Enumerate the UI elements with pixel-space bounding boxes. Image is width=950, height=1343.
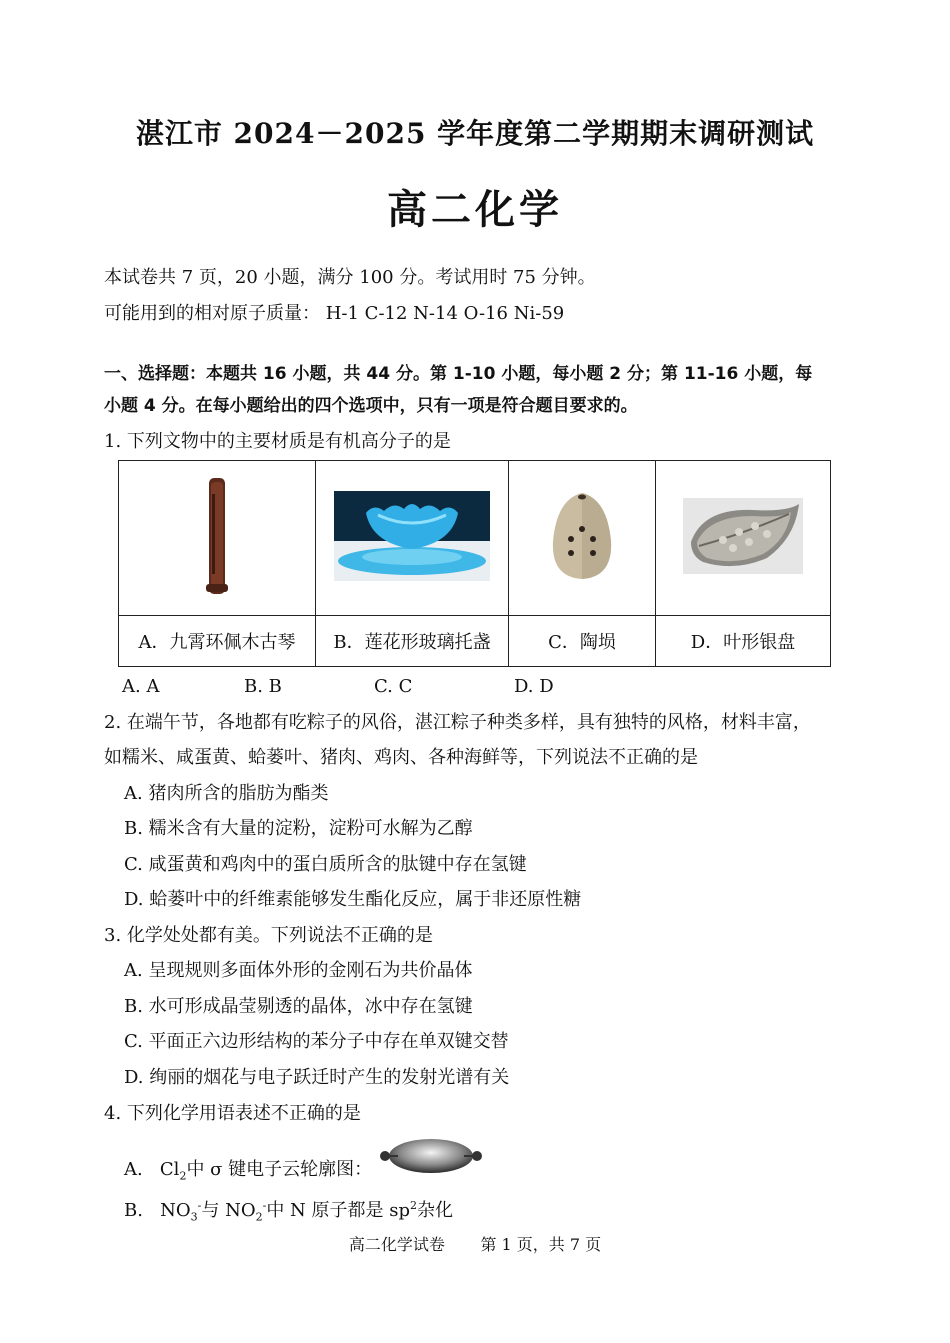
q3-option-d[interactable]: D. 绚丽的烟花与电子跃迁时产生的发射光谱有关 [124, 1067, 510, 1088]
q1-table [118, 460, 831, 667]
q1-cell-b-image [316, 461, 509, 616]
glass-bowl-image [334, 491, 490, 581]
q4-stem: 4. 下列化学用语表述不正确的是 [104, 1103, 361, 1124]
q1-option-c[interactable]: C. C [374, 676, 413, 697]
q1-cell-b-label: B．莲花形玻璃托盏 [316, 616, 509, 667]
q1-stem: 1. 下列文物中的主要材质是有机高分子的是 [104, 431, 451, 452]
xun-image [547, 489, 617, 583]
q3-option-a[interactable]: A. 呈现规则多面体外形的金刚石为共价晶体 [124, 960, 473, 981]
section1-line-1: 一、选择题：本题共 16 小题，共 44 分。第 1-10 小题，每小题 2 分；第 11-16 小题，每 [104, 364, 813, 384]
q2-stem-1: 2. 在端午节，各地都有吃粽子的风俗，湛江粽子种类多样，具有独特的风格，材料丰富， [104, 712, 811, 733]
guqin-image [197, 474, 237, 598]
silver-plate-image [683, 498, 803, 574]
exam-title: 湛江市 2024－2025 学年度第二学期期末调研测试 [135, 117, 815, 150]
q4-b-end: 杂化 [417, 1200, 453, 1221]
footer-left: 高二化学试卷 [348, 1235, 445, 1254]
q1-option-d[interactable]: D. D [514, 676, 554, 697]
q1-option-a[interactable]: A. A [122, 676, 160, 697]
q3-stem: 3. 化学处处都有美。下列说法不正确的是 [104, 925, 433, 946]
q4-option-a[interactable] [124, 1158, 372, 1189]
page-footer [0, 1232, 950, 1255]
q2-option-c[interactable]: C. 咸蛋黄和鸡肉中的蛋白质所含的肽键中存在氢键 [124, 854, 527, 875]
q1-cell-d-image [656, 461, 831, 616]
q4-b-sub2: 2 [255, 1210, 263, 1224]
q4-b-sup2: - [262, 1199, 267, 1212]
section1-line-2: 小题 4 分。在每小题给出的四个选项中，只有一项是符合题目要求的。 [104, 396, 638, 416]
q3-option-c[interactable]: C. 平面正六边形结构的苯分子中存在单双键交替 [124, 1031, 509, 1052]
q1-option-b[interactable]: B. B [244, 676, 282, 697]
q3-option-b[interactable]: B. 水可形成晶莹剔透的晶体，冰中存在氢键 [124, 996, 473, 1017]
q4-a-sub: 2 [179, 1169, 187, 1183]
q2-option-a[interactable]: A. 猪肉所含的脂肪为酯类 [124, 783, 329, 804]
q1-cell-a-image [119, 461, 316, 616]
q4-b-text: 中 N 原子都是 sp [266, 1200, 410, 1221]
q4-b-no3: NO [160, 1200, 191, 1221]
q4-option-b[interactable] [124, 1194, 453, 1230]
q2-option-d[interactable]: D. 蛤蒌叶中的纤维素能够发生酯化反应，属于非还原性糖 [124, 889, 582, 910]
footer-page: 第 1 页，共 7 页 [480, 1235, 602, 1254]
subject-title: 高二化学 [387, 186, 563, 233]
q1-cell-c-label: C．陶埙 [509, 616, 656, 667]
q4-b-letter: B. [124, 1200, 143, 1221]
q1-cell-c-image [509, 461, 656, 616]
q4-a-text: 中 σ 键电子云轮廓图： [186, 1159, 373, 1180]
q1-cell-d-label: D．叶形银盘 [656, 616, 831, 667]
q4-a-letter: A. [124, 1159, 143, 1180]
intro-line-1: 本试卷共 7 页，20 小题，满分 100 分。考试用时 75 分钟。 [104, 267, 596, 288]
q4-b-sup3: 2 [410, 1199, 417, 1212]
q4-b-sup1: - [197, 1199, 202, 1212]
q4-b-sub3: 3 [190, 1210, 198, 1224]
q1-cell-a-label: A．九霄环佩木古琴 [119, 616, 316, 667]
sigma-bond-orbital-icon [378, 1136, 484, 1176]
q2-stem-2: 如糯米、咸蛋黄、蛤蒌叶、猪肉、鸡肉、各种海鲜等，下列说法不正确的是 [104, 747, 698, 768]
q2-option-b[interactable]: B. 糯米含有大量的淀粉，淀粉可水解为乙醇 [124, 818, 473, 839]
q4-b-mid: 与 NO [201, 1200, 256, 1221]
intro-line-2: 可能用到的相对原子质量： H-1 C-12 N-14 O-16 Ni-59 [104, 303, 565, 324]
q4-a-cl: Cl [159, 1159, 180, 1180]
